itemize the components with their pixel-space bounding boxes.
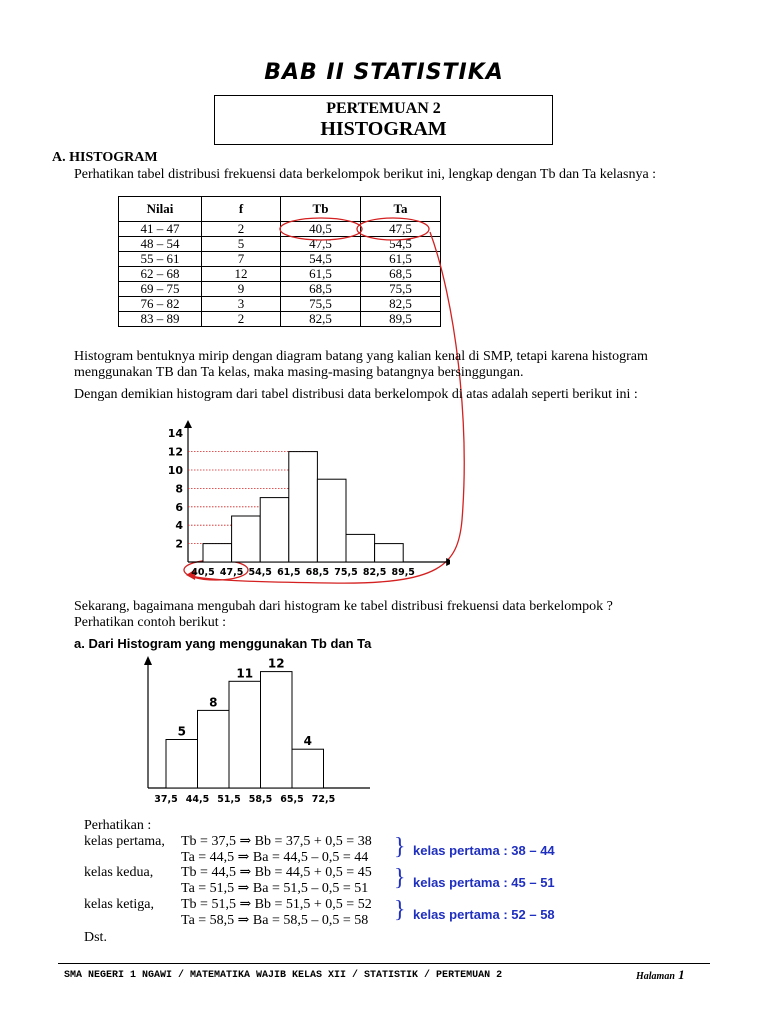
footer-divider: [58, 963, 710, 964]
histogram-bar: [198, 710, 230, 788]
brace-icon: }: [394, 897, 406, 923]
brace-icon: }: [394, 834, 406, 860]
table-cell: 47,5: [361, 222, 441, 237]
table-cell: 61,5: [281, 267, 361, 282]
x-tick-label: 72,5: [311, 794, 336, 805]
x-tick-label: 47,5: [219, 567, 244, 578]
column-header: Tb: [281, 197, 361, 222]
x-tick-label: 65,5: [280, 794, 304, 805]
bar-data-label: 4: [303, 734, 312, 749]
histogram-bar: [229, 681, 261, 788]
x-tick-label: 75,5: [334, 567, 358, 578]
histogram-bar: [166, 740, 198, 789]
table-cell: 2: [202, 222, 281, 237]
paragraph-1-line-1: Histogram bentuknya mirip dengan diagram batang yang kalian kenal di SMP, tetapi karena histogram: [74, 349, 648, 364]
table-cell: 83 – 89: [119, 312, 202, 327]
x-tick-label: 54,5: [248, 567, 272, 578]
notes-end: Dst.: [84, 930, 107, 945]
table-cell: 41 – 47: [119, 222, 202, 237]
ta-highlight-ellipse: [357, 218, 429, 240]
histogram-bar: [289, 452, 318, 562]
tb-highlight-ellipse: [280, 218, 362, 240]
table-cell: 69 – 75: [119, 282, 202, 297]
note-line: Tb = 44,5 ⇒ Bb = 44,5 + 0,5 = 45: [181, 865, 372, 880]
x-tick-label: 40,5: [191, 567, 215, 578]
table-cell: 61,5: [361, 252, 441, 267]
table-cell: 40,5: [281, 222, 361, 237]
column-header: Ta: [361, 197, 441, 222]
topic-title: HISTOGRAM: [320, 118, 447, 140]
table-cell: 55 – 61: [119, 252, 202, 267]
x-tick-label: 61,5: [277, 567, 301, 578]
table-cell: 12: [202, 267, 281, 282]
histogram-bar: [346, 534, 375, 562]
note-line: Ta = 51,5 ⇒ Ba = 51,5 – 0,5 = 51: [181, 881, 369, 896]
y-tick-label: 4: [175, 519, 183, 533]
histogram-1: [150, 420, 450, 585]
bar-data-label: 5: [177, 724, 186, 739]
histogram-2: [120, 655, 370, 807]
histogram-bar: [203, 544, 232, 562]
chapter-title: BAB II STATISTIKA: [264, 60, 504, 85]
x-tick-label: 44,5: [185, 794, 210, 805]
brace-icon: }: [394, 865, 406, 891]
section-heading: A. HISTOGRAM: [52, 150, 158, 165]
table-cell: 5: [202, 237, 281, 252]
paragraph-3-line-2: Perhatikan contoh berikut :: [74, 615, 227, 630]
footer-text: SMA NEGERI 1 NGAWI / MATEMATIKA WAJIB KELAS XII / STATISTIK / PERTEMUAN 2: [64, 970, 503, 981]
table-cell: 3: [202, 297, 281, 312]
note-label: kelas ketiga,: [84, 897, 154, 912]
note-result: kelas pertama : 45 – 51: [413, 875, 555, 890]
y-axis-arrow-icon: [144, 656, 152, 665]
y-tick-label: 10: [167, 464, 183, 477]
page-label: Halaman: [636, 971, 675, 982]
histogram-bar: [317, 479, 346, 562]
table-cell: 54,5: [361, 237, 441, 252]
note-line: Ta = 58,5 ⇒ Ba = 58,5 – 0,5 = 58: [181, 913, 369, 928]
table-cell: 62 – 68: [119, 267, 202, 282]
note-result: kelas pertama : 38 – 44: [413, 843, 555, 858]
table-cell: 54,5: [281, 252, 361, 267]
x-tick-label: 68,5: [305, 567, 330, 578]
y-tick-label: 6: [175, 500, 183, 514]
table-cell: 48 – 54: [119, 237, 202, 252]
histogram-bar: [260, 498, 289, 562]
bar-data-label: 11: [236, 666, 254, 681]
x-axis-arrow-icon: [446, 558, 450, 566]
note-result: kelas pertama : 52 – 58: [413, 907, 555, 922]
note-label: kelas kedua,: [84, 865, 154, 880]
section-intro: Perhatikan tabel distribusi frekuensi data berkelompok berikut ini, lengkap dengan Tb dan Ta kelasnya :: [74, 167, 657, 182]
y-axis-arrow-icon: [184, 420, 192, 428]
x-tick-label: 89,5: [391, 567, 415, 578]
paragraph-1-line-2: menggunakan TB dan Ta kelas, maka masing-masing batangnya bersinggungan.: [74, 365, 524, 380]
table-cell: 47,5: [281, 237, 361, 252]
note-line: Tb = 51,5 ⇒ Bb = 51,5 + 0,5 = 52: [181, 897, 372, 912]
table-cell: 75,5: [281, 297, 361, 312]
y-tick-label: 14: [167, 427, 183, 441]
x-tick-label: 37,5: [154, 794, 178, 805]
column-header: f: [202, 197, 281, 222]
y-tick-label: 12: [167, 445, 183, 459]
x-tick-label: 58,5: [248, 794, 273, 805]
bar-data-label: 12: [267, 656, 285, 671]
table-cell: 82,5: [281, 312, 361, 327]
column-header: Nilai: [119, 197, 202, 222]
notes-lead: Perhatikan :: [84, 818, 152, 833]
table-cell: 2: [202, 312, 281, 327]
note-label: kelas pertama,: [84, 834, 165, 849]
table-cell: 68,5: [361, 267, 441, 282]
note-line: Tb = 37,5 ⇒ Bb = 37,5 + 0,5 = 38: [181, 834, 372, 849]
table-cell: 75,5: [361, 282, 441, 297]
page-indicator: [636, 967, 685, 983]
table-cell: 68,5: [281, 282, 361, 297]
page-number: 1: [678, 967, 685, 982]
histogram-bar: [232, 516, 261, 562]
table-cell: 7: [202, 252, 281, 267]
paragraph-3-line-1: Sekarang, bagaimana mengubah dari histogram ke tabel distribusi frekuensi data berkelompok ?: [74, 599, 613, 614]
x-tick-label: 51,5: [217, 794, 241, 805]
meeting-label: PERTEMUAN 2: [326, 100, 441, 117]
y-tick-label: 2: [175, 537, 183, 551]
table-cell: 76 – 82: [119, 297, 202, 312]
subsection-heading: a. Dari Histogram yang menggunakan Tb dan Ta: [74, 636, 372, 651]
bar-data-label: 8: [209, 695, 218, 710]
x-tick-label: 82,5: [362, 567, 387, 578]
table-cell: 82,5: [361, 297, 441, 312]
histogram-bar: [261, 672, 293, 788]
histogram-bar: [375, 544, 404, 562]
note-line: Ta = 44,5 ⇒ Ba = 44,5 – 0,5 = 44: [181, 850, 369, 865]
table-cell: 9: [202, 282, 281, 297]
paragraph-2: Dengan demikian histogram dari tabel distribusi data berkelompok di atas adalah seperti berikut ini :: [74, 387, 638, 402]
histogram-bar: [292, 749, 324, 788]
table-cell: 89,5: [361, 312, 441, 327]
y-tick-label: 8: [175, 482, 183, 496]
